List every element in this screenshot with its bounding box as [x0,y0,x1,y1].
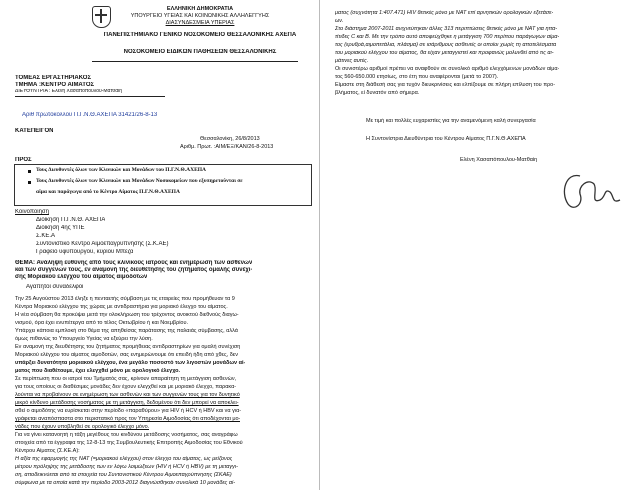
cc-item-2: Διοίκηση 4ης ΥΠΕ [36,225,85,231]
signatory-role: Η Συντονίστρια Διευθύντρια του Κέντρου Αίματος Π.Γ.Ν.Θ.ΑΧΕΠΑ [366,136,526,142]
body-line: ματος (συχνότητα 1:407.471) HIV θετικές μόνο με NAT επί αρνητικών ορολογικών εξετάσε- [335,10,554,16]
body-line: ων. [335,18,344,24]
body-line: νισμού, όρα έχει ενυπέτεργα από το τέλος Οκτωβρίου ή και Νοεμβρίου. [15,320,189,326]
body-line: σύμφωνα με τα οποία κατά την περίοδο 2003-2012 διαγνώσθηκαν συνολικά 10 μονάδες αί- [15,480,236,486]
cc-item-1: Διοίκηση Π.Γ.Ν.Θ. ΑΧΕΠΑ [36,217,106,223]
body-line: Εν αναμονή της διευθέτησης του ζητήματος προμήθειας αντιδραστηρίων για ομαλή συνέχιση [15,344,241,350]
header-line-2: ΥΠΟΥΡΓΕΙΟ ΥΓΕΙΑΣ ΚΑΙ ΚΟΙΝΩΝΙΚΗΣ ΑΛΛΗΛΕΓΓΥΗΣ [130,13,270,19]
body-line: ματος που διαθέτουμε, έχει ελεγχθεί μόνο με ορολογικό έλεγχο. [15,368,181,374]
body-line: Για να γίνει κατανοητή η τάξη μεγέθους του κινδύνου μετάδοσης νοσήματος, σας αναγράφω [15,432,238,438]
bullet-icon [28,170,31,173]
recipient-1: Τους Διευθυντές όλων των Κλινικών και Μονάδων του Π.Γ.Ν.Θ.ΑΧΕΠΑ [36,167,207,173]
subject-line-2: και των συγγενών τους, εν αναμονή της διευθέτησης του ζητήματος ομαλής συνέχι- [15,267,253,273]
cc-item-5: Γραφείο υφυπουργού, κυρίου Μπέζα [36,249,134,255]
recipient-2-cont: αίμα και παράγωγα από το Κέντρο Αίματος Π.Γ.Ν.Θ.ΑΧΕΠΑ [36,189,180,195]
subject-line-1: ΘΕΜΑ: Ανάληψη ευθύνης από τους κλινικούς ιατρούς και ενημέρωση των ασθενών [15,260,253,266]
body-line: τίτιδες C και B. Με την τρόπο αυτό αποφεύχθηκε η μετάγγιση 700 περίπου παράγωγων αίμα- [335,34,560,40]
body-line: όμως πιθανώς το Υπουργείο Υγείας να εξεύρει την λύση. [15,336,153,342]
body-line: Υπάρχει κάποια εμπλοκή στο θέμα της απηθείσας παράτασης της παλαιάς σύμβασης, αλλά [15,328,238,334]
dept-divider [15,96,165,97]
body-line: λούνται να προβαίνουν σε ενημέρωση των ασθενών και των συγγενών τους για τον δυνητικό [15,392,240,398]
body-line: σθεί ο αιμοδότης να ευρίσκεται στην περίοδο «παραθύρου» για HIV ή HCV ή HBV και να για- [15,408,242,414]
body-line: Κέντρου Αίματος (Σ.ΚΕ.Α): [15,448,80,454]
body-line: Μοριακού ελέγχου του αίματος αιμοδοτών, σας ενημερώνουμε ότι επειδή ήδη από χθες, δεν [15,352,238,358]
dept-line-1: ΤΟΜΕΑΣ ΕΡΓΑΣΤΗΡΙΑΚΟΣ [15,75,92,81]
body-line: μάτινες αυτές. [335,58,369,64]
header-divider [92,61,298,62]
bullet-icon [28,181,31,184]
cc-item-4: Συντονιστικό Κέντρο Αιμοεπαγρύπνησης (Σ.Κ.ΑΕ) [36,241,169,247]
recipient-2: Τους Διευθυντές όλων των Κλινικών και Μονάδων Νοσοκομείων που εξυπηρετούνται σε [36,178,243,184]
body-line: μικρό κίνδυνο μετάδοσης νοσήματος με τη μετάγγιση, δεδομένου ότι δεν μπορεί να αποκλει- [15,400,239,406]
body-line: υπάρξει δυνατότητα μοριακού ελέγχου, ένα μεγάλο ποσοστό των λιγοστών μονάδων αί- [15,360,246,366]
signatory-name: Ελένη Χασαπόπουλου-Ματθαίη [460,157,538,163]
body-line: του μοριακού ελέγχου του αίματος, θα είχαν μεταγγιστεί και προφανώς μολυνθεί από τις αι- [335,50,554,56]
header-line-1: ΕΛΛΗΝΙΚΗ ΔΗΜΟΚΡΑΤΙΑ [166,6,234,12]
header-line-5: ΝΟΣΟΚΟΜΕΙΟ ΕΙΔΙΚΩΝ ΠΑΘΗΣΕΩΝ ΘΕΣΣΑΛΟΝΙΚΗΣ [123,49,277,55]
header-line-4: ΠΑΝΕΠΙΣΤΗΜΙΑΚΟ ΓΕΝΙΚΟ ΝΟΣΟΚΟΜΕΙΟ ΘΕΣΣΑΛΟΝΙΚΗΣ ΑΧΕΠΑ [103,32,297,38]
cc-item-3: Σ.ΚΕ.Α [36,233,56,239]
handwritten-signature [558,170,628,215]
body-line: μέτρου πρόληψης της μετάδοσης των εν λόγω λοιμώξεων (HIV ή HCV ή HBV) με τη μεταγγι- [15,464,238,470]
greeting: Αγαπητοί συνάδελφοι [26,284,84,290]
body-line: Είμαστε στη διάθεσή σας για τυχόν διευκρινίσεις και ελπίζουμε σε πλήρη επίλυση του προ- [335,82,556,88]
header-line-3: ΔΙΑΣΥΝΔΕΣΜΕΙΑ ΥΠΕΡΙΑΣ [165,20,235,26]
dept-line-3: ΔΙΕΥΘΥΝΤΡΙΑ : Ελένη Χασαπόπουλου-Ματθαίη [15,89,122,94]
body-line: για τους οποίους οι διαθέσιμες μονάδες δεν έχουν ελεγχθεί και με μοριακό έλεγχο, παρακα- [15,384,237,390]
body-line: Την 25 Αυγούστου 2013 έληξε η πενταετής σύμβαση με τις εταιρείες που προμήθευαν τα 9 [15,296,235,302]
body-line: βλήματος, εί δυνατόν από σήμερα. [335,90,420,96]
body-line: Οι συνιστέρω αριθμοί πρέπει να αναφθούν σε συνολικό αριθμό ελεγχόμενων μονάδων αίμα- [335,66,560,72]
right-page [320,0,640,490]
body-line: νάδες που έχουν υποβληθεί σε ορολογικό έλεγχο μόνο. [15,424,150,430]
cc-label: Κοινοποίηση [15,209,49,215]
thanks-line: Με τιμή και πολλές ευχαριστίες για την αναμενόμενη καλή συνεργασία [366,118,536,124]
body-line: γράφεται αναπόσπαστα στο περιστατικό προς τον Υπηρεσία Αιμοδοσίας ότι αποδέχονται μο- [15,416,241,422]
place-date: Θεσσαλονίκη, 26/8/2013 [200,136,260,142]
body-line: τος 560-650.000 ετησίως, στο έτη που αναφέρονται (μετά το 2007). [335,74,499,80]
reference-number: Αριθμ. Πρωτ. :ΑΙΜ/ΕΞ/ΚΑΝ/26-8-2013 [180,144,274,150]
body-line: στοιχεία από τα έγγραφα της 12-8-13 της Συμβουλευτικής Επιτροπής Αιμοδοσίας του Εθνικού [15,440,243,446]
subject-line-3: σης Μοριακού ελέγχου του αίματος αιμοδοτών [15,274,148,280]
body-line: τος (ερυθρά,αιμοπετάλια, πλάσμα) σε ισάριθμους ασθενείς οι οποίοι χωρίς τη αποτελέσματα [335,42,557,48]
recipients-label: ΠΡΟΣ [15,157,32,163]
body-line: Η νέα σύμβαση θα προκύψει μετά την ολοκλήρωση του τρέχοντος ανοικτού διεθνούς διαγω- [15,312,239,318]
dept-line-2: ΤΜΗΜΑ :ΚΕΝΤΡΟ ΑΙΜΑΤΟΣ [15,82,95,88]
body-line: Σε περίπτωση που οι ιατροί του Τμήματός σας, κρίνουν απαραίτητη τη μετάγγιση ασθενών, [15,376,237,382]
body-line: Η αξία της εφαρμογής της ΝΑΤ (=μοριακού ελέγχου) στον έλεγχο του αίματος, ως μείζονος [15,456,233,462]
protocol-stamp: Αριθ πρωτοκόλλου Π.Γ.Ν.Θ.ΑΧΕΠΑ 31421/26-8-13 [22,112,158,118]
body-line: Κέντρα Μοριακού ελέγχου της χώρας με αντιδραστήρια για μοριακό έλεγχο του αίματος. [15,304,228,310]
body-line: Στο διάστημα 2007-2011 ανιχνεύτηκαν άλλες 313 περιπτώσεις θετικές μόνο με NAT για ηπα- [335,26,558,32]
body-line: ση, αποδεικνύεται από τα στοιχεία του Συντονιστικού Κέντρου Αιμοεπαγρύπνησης (ΣΚΑΕ) [15,472,232,478]
urgent-label: ΚΑΤΕΠΕΙΓΟΝ [15,128,54,134]
